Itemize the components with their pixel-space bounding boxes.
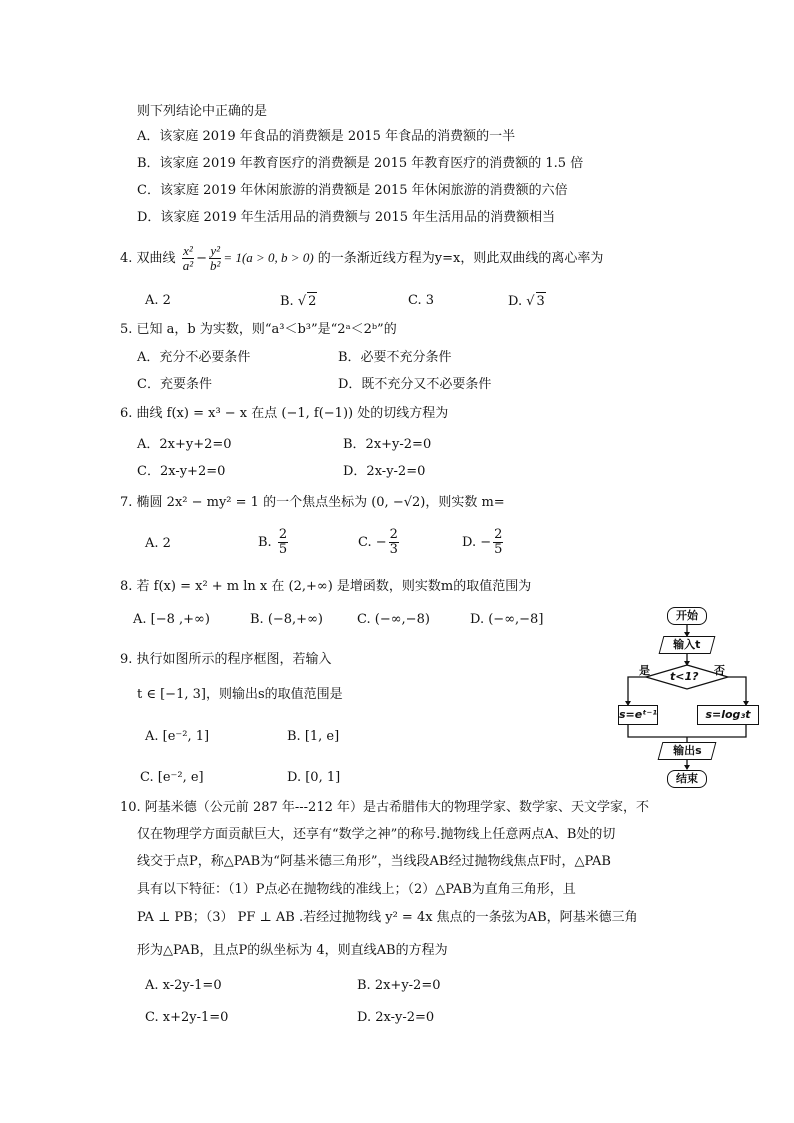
q4-option-c: C. 3 <box>408 293 435 308</box>
q5-option-b: B．必要不充分条件 <box>338 350 452 365</box>
flow-output: 输出s <box>658 742 717 760</box>
flow-arrow-yes <box>628 677 646 705</box>
q9-stem-1: 9. 执行如图所示的程序框图，若输入 <box>120 652 332 667</box>
q10-line-5: PA ⊥ PB；（3） PF ⊥ AB .若经过抛物线 y² = 4x 焦点的一条弦为AB，阿基米德三角 <box>137 910 638 925</box>
q10-line-4: 具有以下特征：（1）P点必在抛物线的准线上；（2）△PAB为直角三角形，且 <box>137 882 576 897</box>
q4-option-a: A. 2 <box>145 293 171 308</box>
q8-option-a: A. [−8 ,+∞) <box>133 612 210 627</box>
flow-end: 结束 <box>667 770 707 788</box>
q3-stem: 则下列结论中正确的是 <box>137 104 268 119</box>
q9-option-b: B. [1, e] <box>287 729 340 744</box>
q7-stem: 7. 椭圆 2x² − my² = 1 的一个焦点坐标为 (0, −√2)，则实数 m= <box>120 495 505 510</box>
q7-option-c: C. − $\frac{2}{3}$ <box>358 527 398 557</box>
q4-option-d: D. √ 3 <box>508 294 545 309</box>
flow-start: 开始 <box>667 607 707 625</box>
q4-frac-y: $\frac{\text{y²}}{\text{b²}}$ <box>210 243 221 273</box>
q10-line-2: 仅在物理学方面贡献巨大，还享有“数学之神”的称号.抛物线上任意两点A、B处的切 <box>137 827 616 842</box>
q4-option-b: B. √ 2 <box>280 294 317 309</box>
flow-right-process: s=log₃t <box>697 705 759 725</box>
q7-option-b: B. $\frac{2}{5}$ <box>258 527 288 557</box>
q6-option-c: C．2x-y+2=0 <box>137 464 226 479</box>
q8-stem: 8. 若 f(x) = x² + m ln x 在 (2,+∞) 是增函数，则实数m的取值范围为 <box>120 579 532 594</box>
q9-stem-2: t ∈ [−1, 3]，则输出s的取值范围是 <box>137 687 343 702</box>
q4-stem: 4. 双曲线 $\frac{\text{x²}}{\text{a²}}$ − $\frac{\text{y²}}{\text{b²}}$ = 1(a > 0, b > 0) 的一条渐近线方程为y=x，则此双曲线的离心率为 <box>120 243 604 273</box>
q3-option-b: B．该家庭 2019 年教育医疗的消费额是 2015 年教育医疗的消费额的 1.5 倍 <box>137 156 584 171</box>
flow-no-label: 否 <box>714 664 725 677</box>
q5-stem: 5. 已知 a，b 为实数，则“a³＜b³”是“2ᵃ＜2ᵇ”的 <box>120 322 397 337</box>
q8-option-b: B. (−8,+∞) <box>250 612 323 627</box>
q8-option-c: C. (−∞,−8) <box>357 612 430 627</box>
q10-option-c: C. x+2y-1=0 <box>145 1010 229 1025</box>
q3-option-c: C．该家庭 2019 年休闲旅游的消费额是 2015 年休闲旅游的消费额的六倍 <box>137 183 568 198</box>
q9-option-d: D. [0, 1] <box>287 770 341 785</box>
flow-condition: t<1? <box>670 670 699 683</box>
q5-option-c: C．充要条件 <box>137 377 212 392</box>
q4-frac-x: $\frac{\text{x²}}{\text{a²}}$ <box>182 243 194 273</box>
q4-post: 的一条渐近线方程为y=x，则此双曲线的离心率为 <box>317 251 604 266</box>
q6-option-b: B．2x+y-2=0 <box>343 437 432 452</box>
q4-pre: 双曲线 <box>136 251 176 266</box>
q3-option-d: D．该家庭 2019 年生活用品的消费额与 2015 年生活用品的消费额相当 <box>137 210 556 225</box>
q6-option-d: D．2x-y-2=0 <box>343 464 426 479</box>
flow-yes-label: 是 <box>639 664 650 677</box>
q10-line-1: 10. 阿基米德（公元前 287 年---212 年）是古希腊伟大的物理学家、数学家、天文学家，不 <box>120 800 650 815</box>
q10-option-a: A. x-2y-1=0 <box>145 978 222 993</box>
q9-option-c: C. [e⁻², e] <box>140 770 204 785</box>
q7-option-d: D. − $\frac{2}{5}$ <box>462 527 503 557</box>
q6-option-a: A．2x+y+2=0 <box>137 437 232 452</box>
q10-option-b: B. 2x+y-2=0 <box>357 978 441 993</box>
flow-input: 输入t <box>659 636 716 654</box>
q10-option-d: D. 2x-y-2=0 <box>357 1010 435 1025</box>
flow-arrow-no <box>728 677 746 705</box>
q4-equation: = 1(a > 0, b > 0) <box>223 250 314 265</box>
q9-option-a: A. [e⁻², 1] <box>145 729 210 744</box>
q10-line-6: 形为△PAB，且点P的纵坐标为 4，则直线AB的方程为 <box>137 943 448 958</box>
q5-option-a: A．充分不必要条件 <box>137 350 251 365</box>
q10-line-3: 线交于点P，称△PAB为“阿基米德三角形”，当线段AB经过抛物线焦点F时，△PAB <box>137 854 611 869</box>
q5-option-d: D．既不充分又不必要条件 <box>338 377 492 392</box>
q6-stem: 6. 曲线 f(x) = x³ − x 在点 (−1, f(−1)) 处的切线方程为 <box>120 406 449 421</box>
q4-number: 4. <box>120 251 133 266</box>
flowchart-connectors <box>610 605 770 790</box>
q3-option-a: A．该家庭 2019 年食品的消费额是 2015 年食品的消费额的一半 <box>137 129 516 144</box>
flow-left-process: s=eᵗ⁻¹ <box>618 705 658 725</box>
flow-merge-line <box>628 725 746 737</box>
q8-option-d: D. (−∞,−8] <box>470 612 544 627</box>
q7-option-a: A. 2 <box>145 536 171 551</box>
